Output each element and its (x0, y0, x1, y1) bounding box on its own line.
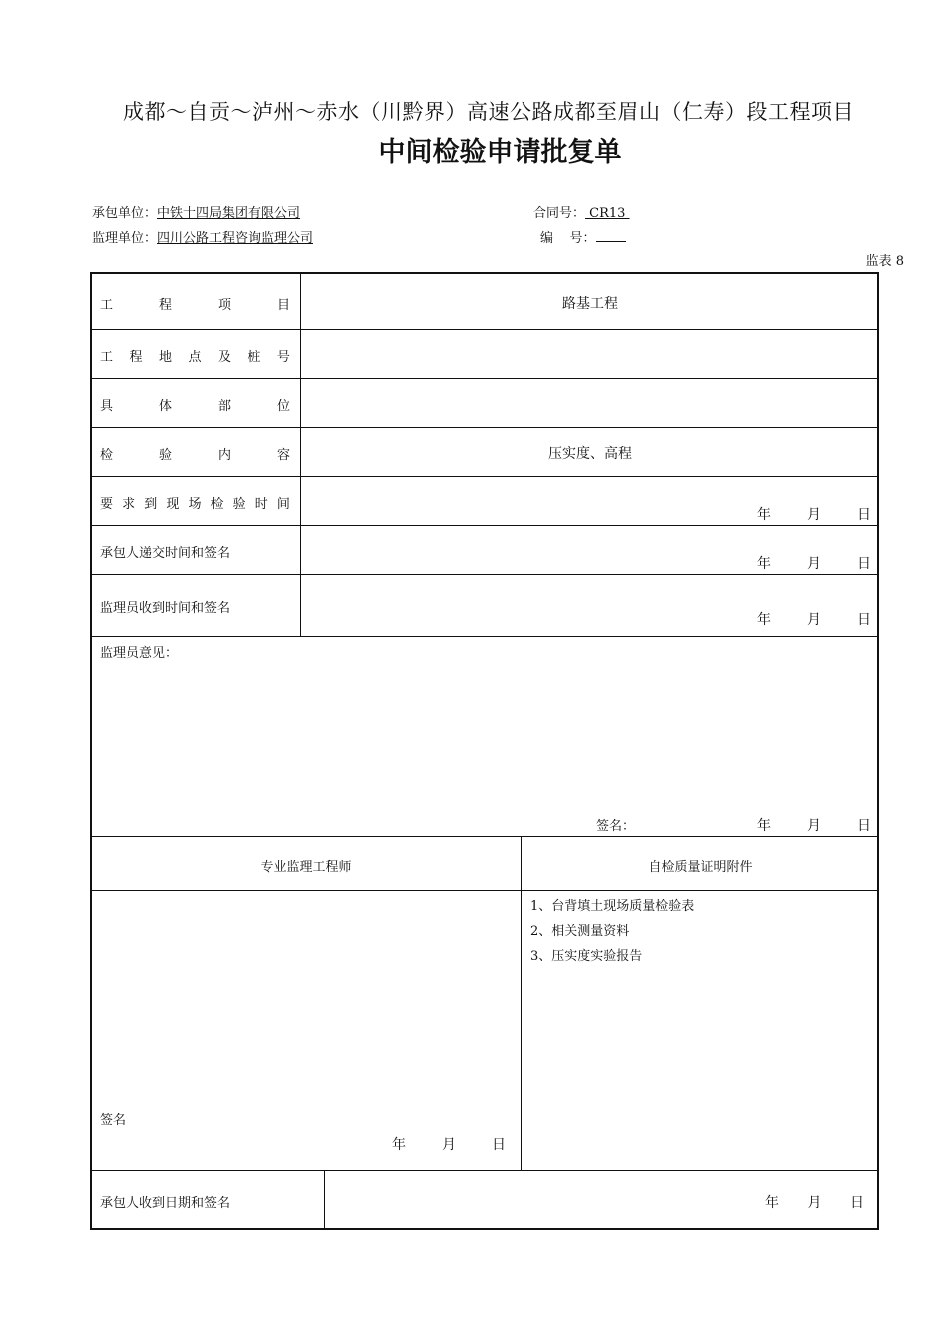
project-item-label: 工 程 项 目 (100, 298, 290, 313)
attachment-item: 2、相关测量资料 (530, 924, 630, 939)
opinion-date[interactable]: 年 月 日 (757, 818, 871, 834)
submit-date[interactable]: 年 月 日 (757, 556, 871, 572)
supervisor-line (92, 227, 313, 246)
serial-line (540, 227, 626, 246)
project-item-value[interactable]: 路基工程 (562, 296, 618, 312)
engineer-date[interactable]: 年 月 日 (392, 1137, 506, 1153)
location-label: 工 程 地 点 及 桩 号 (100, 350, 290, 365)
request-time-date[interactable]: 年 月 日 (757, 507, 871, 523)
engineer-sign-label[interactable]: 签名 (100, 1113, 127, 1128)
content-value[interactable]: 压实度、高程 (548, 446, 632, 462)
row-divider (91, 378, 879, 379)
row-divider (91, 1170, 879, 1171)
row-divider (91, 329, 879, 330)
row-divider (91, 574, 879, 575)
final-date[interactable]: 年 月 日 (765, 1195, 864, 1211)
submit-label: 承包人递交时间和签名 (100, 546, 231, 561)
final-label: 承包人收到日期和签名 (100, 1196, 231, 1211)
supervisor-value: 四川公路工程咨询监理公司 (157, 231, 314, 246)
form-title: 中间检验申请批复单 (378, 137, 622, 168)
project-title: 成都～自贡～泸州～赤水（川黔界）高速公路成都至眉山（仁寿）段工程项目 (123, 100, 854, 124)
row-divider (91, 890, 879, 891)
row-divider (91, 836, 879, 837)
contractor-line (92, 202, 300, 221)
attachment-item: 1、台背填土现场质量检验表 (530, 899, 695, 914)
part-label: 具 体 部 位 (100, 399, 290, 414)
receive-label: 监理员收到时间和签名 (100, 601, 231, 616)
row-divider (91, 636, 879, 637)
supervisor-label: 监理单位： (92, 231, 158, 246)
row-divider (91, 476, 879, 477)
attachment-item: 3、压实度实验报告 (530, 949, 643, 964)
content-label: 检 验 内 容 (100, 448, 290, 463)
request-time-label: 要 求 到 现 场 检 验 时 间 (100, 497, 290, 512)
contractor-value: 中铁十四局集团有限公司 (157, 206, 301, 221)
receive-date[interactable]: 年 月 日 (757, 612, 871, 628)
contract-no-label: 合同号： (533, 206, 586, 221)
serial-blank[interactable] (596, 229, 626, 242)
opinion-sign-label[interactable]: 签名： (596, 819, 636, 834)
engineer-header: 专业监理工程师 (260, 860, 352, 875)
col-divider (521, 837, 522, 1170)
serial-label: 编 号： (540, 231, 596, 246)
row-divider (91, 525, 879, 526)
form-code: 监表 8 (865, 254, 904, 269)
contractor-label: 承包单位： (92, 206, 158, 221)
row-divider (91, 427, 879, 428)
attachments-header: 自检质量证明附件 (648, 860, 753, 875)
col-divider (324, 1171, 325, 1229)
opinion-label: 监理员意见： (100, 646, 179, 661)
contract-no-value: CR13 (585, 206, 630, 221)
contract-no-line (533, 202, 630, 221)
form-table (90, 272, 879, 1230)
